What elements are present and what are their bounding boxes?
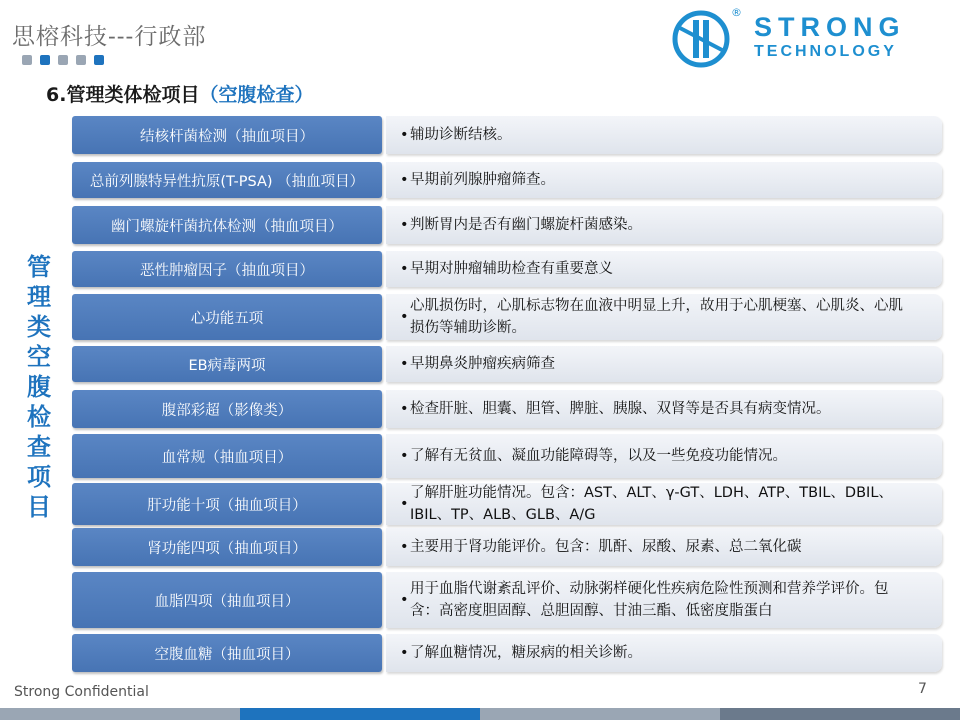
header-dots (22, 55, 104, 65)
bullet-icon: • (400, 127, 409, 143)
footer-bar-segment (240, 708, 480, 720)
exam-item-description-text: 早期鼻炎肿瘤疾病筛查 (410, 356, 555, 372)
exam-item-label: 总前列腺特异性抗原(T-PSA) （抽血项目） (72, 162, 382, 198)
bullet-icon: • (400, 645, 409, 661)
exam-item-description (386, 206, 942, 244)
header-dot (76, 55, 86, 65)
exam-item-label: 幽门螺旋杆菌抗体检测（抽血项目） (72, 206, 382, 244)
exam-item-description (386, 528, 942, 566)
bullet-icon: • (400, 261, 409, 277)
footer-bar (0, 708, 960, 720)
exam-item-description-text: 检查肝脏、胆囊、胆管、脾脏、胰腺、双肾等是否具有病变情况。 (410, 401, 831, 417)
exam-item-label: 肝功能十项（抽血项目） (72, 483, 382, 525)
exam-item-label: 心功能五项 (72, 294, 382, 340)
footer-bar-segment (480, 708, 720, 720)
logo-word-technology: TECHNOLOGY (754, 43, 897, 60)
footer-bar-segment (0, 708, 240, 720)
exam-item-description-text: 了解有无贫血、凝血功能障碍等，以及一些免疫功能情况。 (410, 448, 787, 464)
bullet-icon: • (400, 401, 409, 417)
exam-item-row (72, 434, 942, 478)
bullet-icon: • (400, 309, 409, 325)
exam-item-row (72, 206, 942, 244)
exam-item-description (386, 346, 942, 382)
bullet-icon: • (400, 356, 409, 372)
exam-item-description-text: 主要用于肾功能评价。包含：肌酐、尿酸、尿素、总二氧化碳 (410, 539, 802, 555)
exam-item-row (72, 346, 942, 382)
bullet-icon: • (400, 592, 409, 608)
exam-item-row (72, 390, 942, 428)
exam-item-description-text: 辅助诊断结核。 (410, 127, 512, 143)
exam-item-description-text: 心肌损伤时，心肌标志物在血液中明显上升，故用于心肌梗塞、心肌炎、心肌损伤等辅助诊断。 (410, 298, 903, 336)
exam-item-label: 空腹血糖（抽血项目） (72, 634, 382, 672)
exam-item-row (72, 251, 942, 287)
bullet-icon: • (400, 217, 409, 233)
registered-mark: ® (731, 6, 742, 19)
exam-item-row (72, 528, 942, 566)
header-dot (40, 55, 50, 65)
footer-bar-segment (720, 708, 960, 720)
footer-confidential: Strong Confidential (14, 684, 149, 700)
exam-item-description-text: 判断胃内是否有幽门螺旋杆菌感染。 (410, 217, 642, 233)
bullet-icon: • (400, 448, 409, 464)
exam-item-description (386, 294, 942, 340)
exam-item-label: 血常规（抽血项目） (72, 434, 382, 478)
exam-item-label: 肾功能四项（抽血项目） (72, 528, 382, 566)
exam-item-label: 结核杆菌检测（抽血项目） (72, 116, 382, 154)
exam-item-description-text: 早期对肿瘤辅助检查有重要意义 (410, 261, 613, 277)
exam-item-description (386, 434, 942, 478)
exam-item-row (72, 116, 942, 154)
exam-item-label: EB病毒两项 (72, 346, 382, 382)
exam-item-description (386, 116, 942, 154)
exam-item-label: 腹部彩超（影像类） (72, 390, 382, 428)
section-title (46, 80, 313, 107)
exam-item-label: 恶性肿瘤因子（抽血项目） (72, 251, 382, 287)
bullet-icon: • (400, 539, 409, 555)
page-number: 7 (918, 681, 927, 697)
exam-item-row (72, 294, 942, 340)
exam-item-description (386, 572, 942, 628)
exam-item-description (386, 483, 942, 525)
logo-word-strong: STRONG (754, 12, 906, 42)
exam-item-row (72, 483, 942, 525)
header-dot (58, 55, 68, 65)
exam-item-description (386, 251, 942, 287)
exam-item-description-text: 早期前列腺肿瘤筛查。 (410, 172, 555, 188)
exam-item-description-text: 了解血糖情况，糖尿病的相关诊断。 (410, 645, 642, 661)
exam-item-description (386, 390, 942, 428)
bullet-icon: • (400, 496, 409, 512)
bullet-icon: • (400, 172, 409, 188)
vertical-category-label: 管理类空腹检查项目 (27, 253, 51, 521)
header-dot (22, 55, 32, 65)
exam-item-description (386, 634, 942, 672)
header-dot (94, 55, 104, 65)
exam-item-row (72, 634, 942, 672)
exam-item-description-text: 了解肝脏功能情况。包含：AST、ALT、γ-GT、LDH、ATP、TBIL、DBIL、IBIL、TP、ALB、GLB、A/G (410, 485, 893, 523)
exam-item-row (72, 162, 942, 198)
logo-wordmark (754, 12, 906, 62)
section-title-main: 6.管理类体检项目 (46, 84, 200, 106)
exam-item-description (386, 162, 942, 198)
header-title: 思榕科技---行政部 (12, 24, 207, 50)
exam-item-row (72, 572, 942, 628)
exam-item-label: 血脂四项（抽血项目） (72, 572, 382, 628)
section-title-sub: （空腹检查） (199, 84, 314, 106)
exam-item-description-text: 用于血脂代谢紊乱评价、动脉粥样硬化性疾病危险性预测和营养学评价。包含：高密度胆固醇、总胆固醇、甘油三酯、低密度脂蛋白 (410, 581, 889, 619)
